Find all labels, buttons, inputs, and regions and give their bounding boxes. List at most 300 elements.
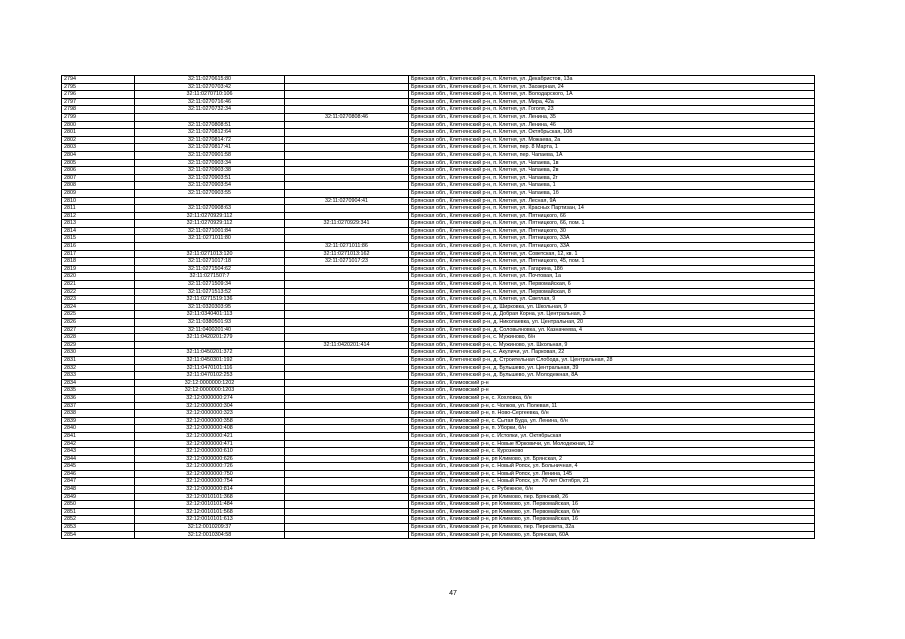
row-number-cell: 2819 [62,265,135,273]
object-number-cell [285,281,409,289]
parcel-number-cell: 32:11:0470101:116 [135,364,285,372]
row-number-cell: 2826 [62,319,135,327]
parcel-number-cell: 32:11:0271001:84 [135,227,285,235]
address-cell: Брянская обл., Клетнянский р-н, п. Клетня, ул. Заозерная, 24 [409,83,815,91]
table-row [62,387,815,395]
object-number-cell [285,167,409,175]
object-number-cell [285,136,409,144]
row-number-cell: 2839 [62,417,135,425]
parcel-number-cell: 32:12:0000000:421 [135,432,285,440]
table-row [62,531,815,539]
row-number-cell: 2827 [62,326,135,334]
object-number-cell [285,410,409,418]
parcel-number-cell: 32:11:0270814:72 [135,136,285,144]
object-number-cell: 32:11:0271011:86 [285,243,409,251]
row-number-cell: 2798 [62,106,135,114]
table-row [62,493,815,501]
object-number-cell [285,432,409,440]
parcel-number-cell [135,243,285,251]
table-row [62,440,815,448]
table-row [62,394,815,402]
parcel-number-cell: 32:11:0271504:62 [135,265,285,273]
table-row [62,425,815,433]
object-number-cell [285,319,409,327]
parcel-number-cell: 32:12:0000000:814 [135,486,285,494]
row-number-cell: 2794 [62,76,135,84]
parcel-number-cell: 32:11:0270903:34 [135,159,285,167]
address-cell: Брянская обл., Клетнянский р-н, п. Клетня, ул. Красных Партизан, 14 [409,205,815,213]
object-number-cell [285,417,409,425]
object-number-cell [285,508,409,516]
row-number-cell: 2830 [62,349,135,357]
table-row [62,265,815,273]
address-cell: Брянская обл., Клетнянский р-н, п. Клетня, ул. Декабристов, 13а [409,76,815,84]
row-number-cell: 2811 [62,205,135,213]
address-cell: Брянская обл., Климовский р-н [409,387,815,395]
address-cell: Брянская обл., Клетнянский р-н, п. Клетня, ул. Чапаева, 2г [409,174,815,182]
object-number-cell [285,311,409,319]
address-cell: Брянская обл., Клетнянский р-н, п. Клетня, ул. Гоголя, 23 [409,106,815,114]
table-row [62,448,815,456]
parcel-number-cell: 32:11:0270901:58 [135,151,285,159]
address-cell: Брянская обл., Климовский р-н, с. Хохловка, б/н [409,394,815,402]
row-number-cell: 2852 [62,516,135,524]
row-number-cell: 2818 [62,258,135,266]
object-number-cell [285,106,409,114]
address-cell: Брянская обл., Клетнянский р-н, д. Ширковка, ул. Школьная, 9 [409,303,815,311]
parcel-number-cell: 32:11:0271519:136 [135,296,285,304]
table-row [62,243,815,251]
parcel-number-cell: 32:11:0380501:93 [135,319,285,327]
parcel-number-cell: 32:11:0271017:18 [135,258,285,266]
row-number-cell: 2844 [62,455,135,463]
row-number-cell: 2843 [62,448,135,456]
table-row [62,235,815,243]
parcel-number-cell: 32:12:0000000:726 [135,463,285,471]
parcel-number-cell: 32:12:0010209:37 [135,524,285,532]
address-cell: Брянская обл., Климовский р-н, рп Климово, пер. Пересвета, 32а [409,524,815,532]
page-number: 47 [449,590,457,597]
address-cell: Брянская обл., Клетнянский р-н, д. Бульшево, ул. Молодежная, 8А [409,372,815,380]
row-number-cell: 2822 [62,288,135,296]
table-row [62,417,815,425]
parcel-number-cell: 32:12:0000000:750 [135,470,285,478]
parcel-number-cell: 32:11:0270929:112 [135,220,285,228]
object-number-cell [285,364,409,372]
object-number-cell [285,394,409,402]
address-cell: Брянская обл., Клетнянский р-н, п. Клетня, ул. Пятницкого, 66, пом. 1 [409,220,815,228]
address-cell: Брянская обл., Климовский р-н, с. Новый Ропск, ул. 70 лет Октября, 21 [409,478,815,486]
address-cell: Брянская обл., Клетнянский р-н, п. Клетня, ул. Почтовая, 1а [409,273,815,281]
row-number-cell: 2848 [62,486,135,494]
object-number-cell [285,478,409,486]
parcel-number-cell: 32:11:0270903:54 [135,182,285,190]
table-row [62,227,815,235]
row-number-cell: 2810 [62,197,135,205]
parcel-number-cell: 32:12:0010101:484 [135,501,285,509]
address-cell: Брянская обл., Клетнянский р-н, д. Строительная Слобода, ул. Центральная, 28 [409,356,815,364]
table-row [62,296,815,304]
address-cell: Брянская обл., Клетнянский р-н, п. Клетня, ул. Чапаева, 2в [409,167,815,175]
object-number-cell [285,516,409,524]
row-number-cell: 2802 [62,136,135,144]
object-number-cell: 32:11:0270808:46 [285,113,409,121]
object-number-cell: 32:11:0271013:162 [285,250,409,258]
address-cell: Брянская обл., Клетнянский р-н, п. Клетня, ул. Пятницкого, 33А [409,243,815,251]
cadastral-table [61,75,815,539]
table-row [62,197,815,205]
address-cell: Брянская обл., Клетнянский р-н, п. Клетня, ул. Можаева, 2а [409,136,815,144]
table-row [62,129,815,137]
parcel-number-cell: 32:11:0450201:372 [135,349,285,357]
object-number-cell [285,448,409,456]
object-number-cell [285,273,409,281]
object-number-cell [285,501,409,509]
object-number-cell [285,440,409,448]
object-number-cell: 32:11:0271017:23 [285,258,409,266]
parcel-number-cell: 32:11:0420201:279 [135,334,285,342]
table-row [62,151,815,159]
address-cell: Брянская обл., Клетнянский р-н, п. Клетня, ул. Мира, 42а [409,98,815,106]
row-number-cell: 2841 [62,432,135,440]
table-row [62,98,815,106]
parcel-number-cell: 32:11:0340401:113 [135,311,285,319]
parcel-number-cell: 32:12:0000000:610 [135,448,285,456]
parcel-number-cell: 32:11:0270903:51 [135,174,285,182]
address-cell: Брянская обл., Клетнянский р-н, п. Клетня, ул. Гагарина, 18б [409,265,815,273]
row-number-cell: 2813 [62,220,135,228]
parcel-number-cell: 32:11:0271513:52 [135,288,285,296]
table-row [62,182,815,190]
table-row [62,516,815,524]
table-row [62,144,815,152]
row-number-cell: 2823 [62,296,135,304]
table-row [62,372,815,380]
parcel-number-cell [135,341,285,349]
address-cell: Брянская обл., Климовский р-н, п. Уборки, б/н [409,425,815,433]
address-cell: Брянская обл., Климовский р-н, с. Новый Ропск, ул. Больничная, 4 [409,463,815,471]
table-row [62,212,815,220]
parcel-number-cell: 32:11:0270908:63 [135,205,285,213]
row-number-cell: 2795 [62,83,135,91]
table-row [62,334,815,342]
row-number-cell: 2854 [62,531,135,539]
address-cell: Брянская обл., Климовский р-н, рп Климово, пер. Брянский, 26 [409,493,815,501]
parcel-number-cell: 32:12:0010304:58 [135,531,285,539]
table-row [62,455,815,463]
parcel-number-cell [135,113,285,121]
object-number-cell [285,121,409,129]
row-number-cell: 2797 [62,98,135,106]
row-number-cell: 2847 [62,478,135,486]
table-row [62,470,815,478]
address-cell: Брянская обл., Климовский р-н, с. Новый Ропск, ул. Ленина, 145 [409,470,815,478]
row-number-cell: 2800 [62,121,135,129]
table-row [62,288,815,296]
row-number-cell: 2833 [62,372,135,380]
parcel-number-cell: 32:11:0270817:41 [135,144,285,152]
object-number-cell [285,182,409,190]
object-number-cell [285,524,409,532]
row-number-cell: 2825 [62,311,135,319]
parcel-number-cell: 32:11:0270903:38 [135,167,285,175]
row-number-cell: 2838 [62,410,135,418]
address-cell: Брянская обл., Климовский р-н, рп Климово, ул. Брянская, 60А [409,531,815,539]
parcel-number-cell: 32:11:0271507:7 [135,273,285,281]
parcel-number-cell: 32:12:0000000:323 [135,410,285,418]
table-row [62,379,815,387]
parcel-number-cell: 32:11:0270703:42 [135,83,285,91]
object-number-cell [285,402,409,410]
table-row [62,356,815,364]
parcel-number-cell: 32:11:0450301:192 [135,356,285,364]
object-number-cell: 32:11:0270929:341 [285,220,409,228]
parcel-number-cell: 32:11:0270615:80 [135,76,285,84]
object-number-cell [285,205,409,213]
table-row [62,205,815,213]
parcel-number-cell: 32:11:0320303:95 [135,303,285,311]
row-number-cell: 2840 [62,425,135,433]
row-number-cell: 2837 [62,402,135,410]
row-number-cell: 2796 [62,91,135,99]
address-cell: Брянская обл., Клетнянский р-н, п. Клетня, ул. Пятницкого, 45, пом. 1 [409,258,815,266]
address-cell: Брянская обл., Клетнянский р-н, п. Клетня, ул. Светлая, 9 [409,296,815,304]
address-cell: Брянская обл., Клетнянский р-н, п. Клетня, ул. Пятницкого, 30 [409,227,815,235]
address-cell: Брянская обл., Клетнянский р-н, п. Клетня, ул. Ленина, 46 [409,121,815,129]
table-row [62,341,815,349]
address-cell: Брянская обл., Климовский р-н, с. Сытая Буда, ул. Ленина, б/н [409,417,815,425]
address-cell: Брянская обл., Клетнянский р-н, п. Клетня, ул. Советская, 12, кв. 1 [409,250,815,258]
table-row [62,364,815,372]
address-cell: Брянская обл., Клетнянский р-н, п. Клетня, ул. Первомайская, 6 [409,281,815,289]
row-number-cell: 2804 [62,151,135,159]
parcel-number-cell: 32:11:0270808:51 [135,121,285,129]
table-row [62,91,815,99]
table-row [62,432,815,440]
object-number-cell [285,235,409,243]
table-row [62,167,815,175]
object-number-cell [285,98,409,106]
table-row [62,486,815,494]
address-cell: Брянская обл., Клетнянский р-н, д. Добрая Корна, ул. Центральная, 3 [409,311,815,319]
row-number-cell: 2842 [62,440,135,448]
row-number-cell: 2805 [62,159,135,167]
row-number-cell: 2851 [62,508,135,516]
address-cell: Брянская обл., Клетнянский р-н, п. Клетня, ул. Чапаева, 1в [409,159,815,167]
object-number-cell [285,91,409,99]
object-number-cell [285,493,409,501]
row-number-cell: 2832 [62,364,135,372]
row-number-cell: 2845 [62,463,135,471]
parcel-number-cell: 32:11:0270929:112 [135,212,285,220]
object-number-cell [285,372,409,380]
address-cell: Брянская обл., Климовский р-н, с. Рубежное, б/н [409,486,815,494]
parcel-number-cell: 32:11:0271509:34 [135,281,285,289]
table-row [62,273,815,281]
row-number-cell: 2850 [62,501,135,509]
object-number-cell [285,349,409,357]
parcel-number-cell: 32:12:0000000:1203 [135,387,285,395]
table-row [62,250,815,258]
row-number-cell: 2801 [62,129,135,137]
table-row [62,174,815,182]
row-number-cell: 2799 [62,113,135,121]
object-number-cell [285,334,409,342]
row-number-cell: 2809 [62,189,135,197]
address-cell: Брянская обл., Климовский р-н, с. Чолков, ул. Полевая, 11 [409,402,815,410]
table-row [62,501,815,509]
row-number-cell: 2817 [62,250,135,258]
address-cell: Брянская обл., Климовский р-н [409,379,815,387]
parcel-number-cell: 32:12:0010101:568 [135,508,285,516]
parcel-number-cell: 32:12:0010101:613 [135,516,285,524]
address-cell: Брянская обл., Клетнянский р-н, п. Клетня, пер. 8 Марта, 1 [409,144,815,152]
address-cell: Брянская обл., Климовский р-н, рп Климово, ул. Первомайская, б/н [409,508,815,516]
object-number-cell [285,463,409,471]
object-number-cell [285,144,409,152]
parcel-number-cell: 32:11:0400201:40 [135,326,285,334]
table-row [62,106,815,114]
parcel-number-cell: 32:11:0271011:80 [135,235,285,243]
table-row [62,524,815,532]
parcel-number-cell: 32:12:0000000:754 [135,478,285,486]
table-row [62,349,815,357]
address-cell: Брянская обл., Клетнянский р-н, п. Клетня, ул. Лесная, 9А [409,197,815,205]
parcel-number-cell: 32:12:0000000:304 [135,402,285,410]
object-number-cell [285,356,409,364]
address-cell: Брянская обл., Клетнянский р-н, п. Клетня, пер. Чапаева, 1А [409,151,815,159]
address-cell: Брянская обл., Клетнянский р-н, п. Клетня, ул. Первомайская, 8 [409,288,815,296]
parcel-number-cell: 32:11:0270716:46 [135,98,285,106]
row-number-cell: 2853 [62,524,135,532]
table-row [62,159,815,167]
row-number-cell: 2806 [62,167,135,175]
table-body [62,76,815,539]
parcel-number-cell [135,197,285,205]
address-cell: Брянская обл., Клетнянский р-н, с. Мужиново, ул. Школьная, 9 [409,341,815,349]
parcel-number-cell: 32:12:0000000:274 [135,394,285,402]
parcel-number-cell: 32:12:0000000:626 [135,455,285,463]
address-cell: Брянская обл., Клетнянский р-н, п. Клетня, ул. Октябрьская, 10б [409,129,815,137]
object-number-cell [285,470,409,478]
object-number-cell [285,83,409,91]
address-cell: Брянская обл., Климовский р-н, с. Курозново [409,448,815,456]
address-cell: Брянская обл., Клетнянский р-н, п. Клетня, ул. Ленина, 35 [409,113,815,121]
object-number-cell [285,129,409,137]
parcel-number-cell: 32:11:0271013:120 [135,250,285,258]
table-row [62,113,815,121]
object-number-cell [285,303,409,311]
object-number-cell [285,212,409,220]
table-row [62,281,815,289]
object-number-cell [285,379,409,387]
table-row [62,463,815,471]
row-number-cell: 2824 [62,303,135,311]
table-row [62,258,815,266]
table-row [62,220,815,228]
address-cell: Брянская обл., Клетнянский р-н, п. Клетня, ул. Чапаева, 1б [409,189,815,197]
address-cell: Брянская обл., Клетнянский р-н, п. Клетня, ул. Пятницкого, 66 [409,212,815,220]
object-number-cell [285,486,409,494]
object-number-cell [285,174,409,182]
address-cell: Брянская обл., Клетнянский р-н, п. Клетня, ул. Володарского, 1А [409,91,815,99]
object-number-cell [285,151,409,159]
object-number-cell [285,531,409,539]
table-row [62,83,815,91]
object-number-cell [285,387,409,395]
object-number-cell [285,288,409,296]
parcel-number-cell: 32:11:0270732:34 [135,106,285,114]
parcel-number-cell: 32:11:0470102:253 [135,372,285,380]
address-cell: Брянская обл., Климовский р-н, рп Климово, ул. Первомайская, 16 [409,501,815,509]
object-number-cell [285,296,409,304]
address-cell: Брянская обл., Клетнянский р-н, с. Акуличи, ул. Парковая, 22 [409,349,815,357]
table-row [62,303,815,311]
row-number-cell: 2831 [62,356,135,364]
parcel-number-cell: 32:12:0000000:408 [135,425,285,433]
table-row [62,311,815,319]
row-number-cell: 2815 [62,235,135,243]
table-row [62,478,815,486]
table-row [62,508,815,516]
row-number-cell: 2849 [62,493,135,501]
parcel-number-cell: 32:12:0000000:358 [135,417,285,425]
address-cell: Брянская обл., Клетнянский р-н, п. Клетня, ул. Чапаева, 1 [409,182,815,190]
row-number-cell: 2808 [62,182,135,190]
parcel-number-cell: 32:12:0010101:368 [135,493,285,501]
table-row [62,121,815,129]
object-number-cell: 32:11:0270904:41 [285,197,409,205]
parcel-number-cell: 32:12:0000000:1202 [135,379,285,387]
address-cell: Брянская обл., Клетнянский р-н, п. Клетня, ул. Пятницкого, 33А [409,235,815,243]
object-number-cell [285,265,409,273]
address-cell: Брянская обл., Климовский р-н, рп Климово, ул. Брянская, 2 [409,455,815,463]
row-number-cell: 2820 [62,273,135,281]
parcel-number-cell: 32:11:0270710:106 [135,91,285,99]
object-number-cell [285,76,409,84]
table-row [62,402,815,410]
parcel-number-cell: 32:11:0270903:55 [135,189,285,197]
row-number-cell: 2816 [62,243,135,251]
row-number-cell: 2836 [62,394,135,402]
row-number-cell: 2814 [62,227,135,235]
table-row [62,76,815,84]
object-number-cell: 32:11:0420201:414 [285,341,409,349]
object-number-cell [285,425,409,433]
row-number-cell: 2829 [62,341,135,349]
address-cell: Брянская обл., Клетнянский р-н, д. Соловьяновка, ул. Казначеева, 4 [409,326,815,334]
object-number-cell [285,227,409,235]
address-cell: Брянская обл., Клетнянский р-н, д. Бульшево, ул. Центральная, 39 [409,364,815,372]
address-cell: Брянская обл., Клетнянский р-н, д. Николаевка, ул. Центральная, 20 [409,319,815,327]
row-number-cell: 2821 [62,281,135,289]
table-row [62,410,815,418]
row-number-cell: 2803 [62,144,135,152]
row-number-cell: 2812 [62,212,135,220]
parcel-number-cell: 32:11:0270812:64 [135,129,285,137]
row-number-cell: 2807 [62,174,135,182]
parcel-number-cell: 32:12:0000000:471 [135,440,285,448]
row-number-cell: 2846 [62,470,135,478]
object-number-cell [285,455,409,463]
table-row [62,189,815,197]
object-number-cell [285,189,409,197]
address-cell: Брянская обл., Клетнянский р-н, с. Мужиново, б/н [409,334,815,342]
row-number-cell: 2828 [62,334,135,342]
object-number-cell [285,326,409,334]
object-number-cell [285,159,409,167]
address-cell: Брянская обл., Климовский р-н, с. Истопки, ул. Октябрьская [409,432,815,440]
